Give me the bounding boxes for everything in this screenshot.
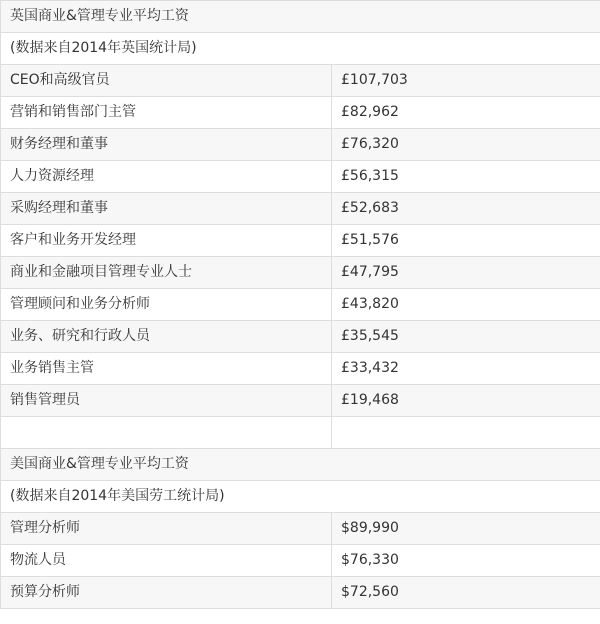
empty-cell — [332, 417, 600, 449]
salary-cell: $72,560 — [332, 577, 600, 609]
salary-cell: £56,315 — [332, 161, 600, 193]
salary-cell: £107,703 — [332, 65, 600, 97]
us-section-title: 美国商业&管理专业平均工资 — [1, 449, 600, 481]
table-row — [1, 577, 600, 609]
salary-cell: £52,683 — [332, 193, 600, 225]
table-row — [1, 545, 600, 577]
role-cell: 预算分析师 — [1, 577, 332, 609]
table-row — [1, 193, 600, 225]
uk-title-row — [1, 1, 600, 33]
role-cell: 销售管理员 — [1, 385, 332, 417]
table-row — [1, 353, 600, 385]
role-cell: 财务经理和董事 — [1, 129, 332, 161]
table-row — [1, 97, 600, 129]
role-cell: 业务、研究和行政人员 — [1, 321, 332, 353]
empty-spacer-row — [1, 417, 600, 449]
salary-cell: £76,320 — [332, 129, 600, 161]
salary-cell: £19,468 — [332, 385, 600, 417]
table-row — [1, 129, 600, 161]
role-cell: 管理分析师 — [1, 513, 332, 545]
role-cell: 商业和金融项目管理专业人士 — [1, 257, 332, 289]
role-cell: 采购经理和董事 — [1, 193, 332, 225]
empty-cell — [1, 417, 332, 449]
table-row — [1, 257, 600, 289]
salary-cell: £43,820 — [332, 289, 600, 321]
uk-source-row — [1, 33, 600, 65]
role-cell: 物流人员 — [1, 545, 332, 577]
table-row — [1, 289, 600, 321]
table-row — [1, 225, 600, 257]
uk-section-title: 英国商业&管理专业平均工资 — [1, 1, 600, 33]
role-cell: 营销和销售部门主管 — [1, 97, 332, 129]
table-row — [1, 321, 600, 353]
salary-cell: £35,545 — [332, 321, 600, 353]
salary-cell: £82,962 — [332, 97, 600, 129]
us-title-row — [1, 449, 600, 481]
role-cell: CEO和高级官员 — [1, 65, 332, 97]
salary-cell: £47,795 — [332, 257, 600, 289]
role-cell: 人力资源经理 — [1, 161, 332, 193]
us-source-row — [1, 481, 600, 513]
salary-cell: £51,576 — [332, 225, 600, 257]
table-row — [1, 65, 600, 97]
role-cell: 业务销售主管 — [1, 353, 332, 385]
salary-cell: £33,432 — [332, 353, 600, 385]
table-row — [1, 513, 600, 545]
uk-section-source: (数据来自2014年英国统计局) — [1, 33, 600, 65]
us-section-source: (数据来自2014年美国劳工统计局) — [1, 481, 600, 513]
table-row — [1, 161, 600, 193]
role-cell: 管理顾问和业务分析师 — [1, 289, 332, 321]
role-cell: 客户和业务开发经理 — [1, 225, 332, 257]
table-row — [1, 385, 600, 417]
salary-cell: $76,330 — [332, 545, 600, 577]
salary-cell: $89,990 — [332, 513, 600, 545]
